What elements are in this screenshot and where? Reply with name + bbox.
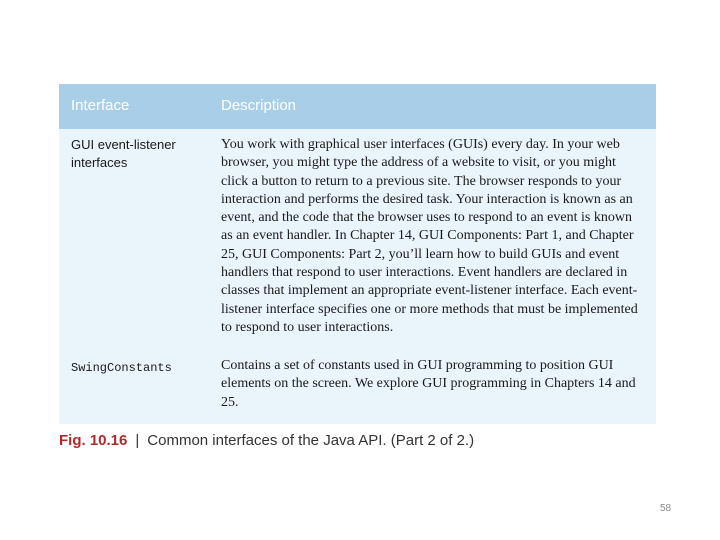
figure-caption bbox=[59, 432, 474, 449]
table-header-row bbox=[59, 84, 656, 129]
interface-cell: GUI event-listener interfaces bbox=[71, 137, 176, 170]
page-number: 58 bbox=[660, 503, 672, 514]
header-description: Description bbox=[221, 97, 297, 114]
caption-separator: | bbox=[135, 432, 140, 449]
interfaces-table bbox=[59, 84, 656, 424]
interface-cell: SwingConstants bbox=[71, 361, 172, 375]
description-cell: You work with graphical user interfaces (GUIs) every day. In your web browser, you might type the address of a website to visit, or you might click a button to return to a previous site. The browser responds to your interaction and performs the desired task. Your interaction is known as an event, and the code that the browser uses to respond to an event is known as an event handler. In Chapter 14, GUI Components: Part 1, and Chapter 25, GUI Components: Part 2, you’ll learn how to build GUIs and event handlers that respond to user interactions. Event handlers are declared in classes that implement an appropriate event-listener interface. Each event-listener interface specifies one or more methods that must be implemented to respond to user interactions. bbox=[221, 137, 638, 335]
description-cell: Contains a set of constants used in GUI programming to position GUI elements on the screen. We explore GUI programming in Chapters 14 and 25. bbox=[221, 358, 636, 410]
caption-text: Common interfaces of the Java API. (Part 2 of 2.) bbox=[147, 432, 475, 449]
header-interface: Interface bbox=[71, 97, 130, 114]
figure-label: Fig. 10.16 bbox=[59, 432, 128, 449]
